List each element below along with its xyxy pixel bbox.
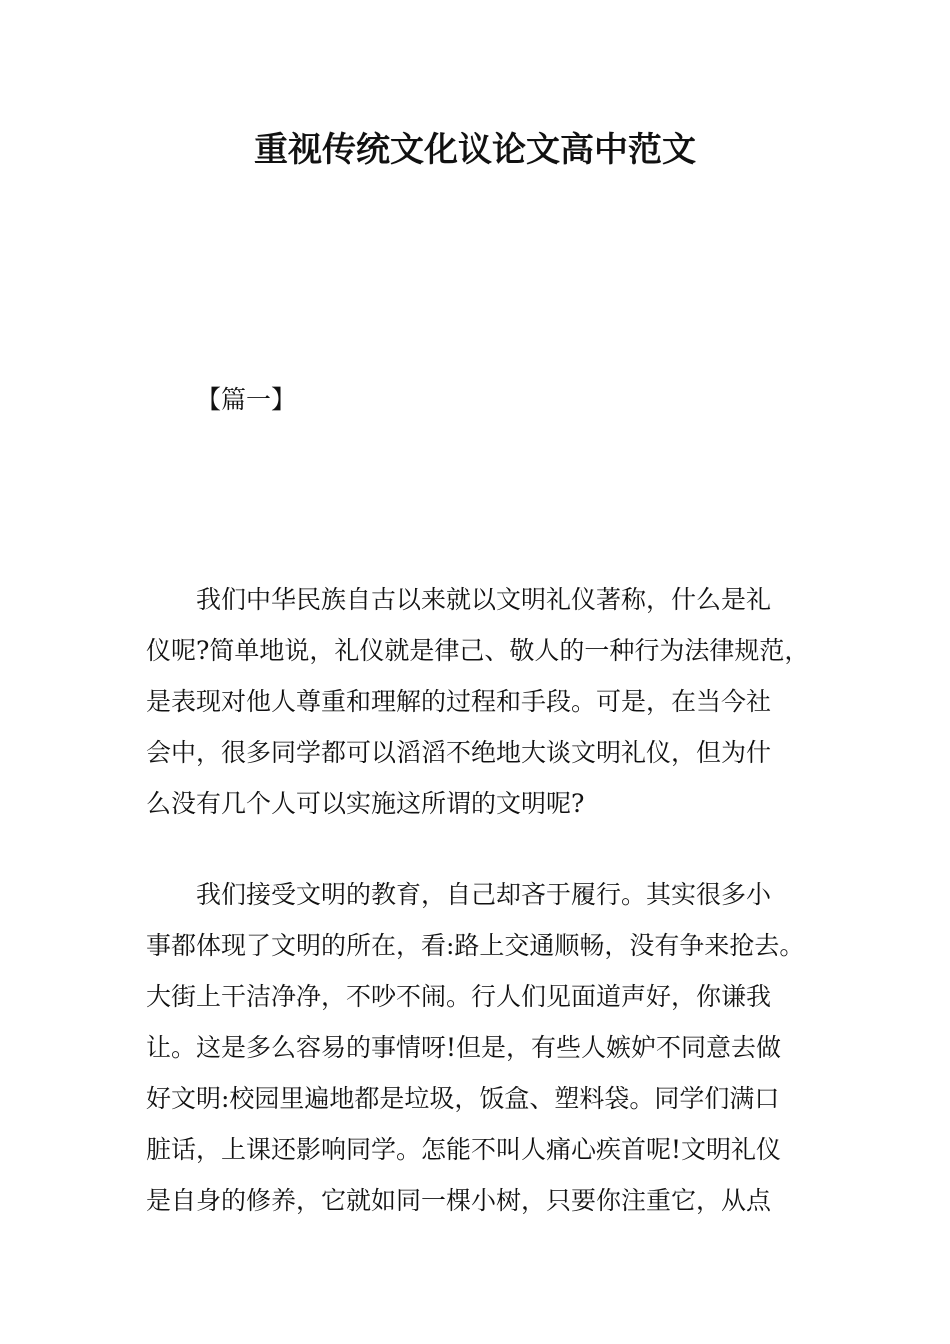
paragraph-line: 我们中华民族自古以来就以文明礼仪著称，什么是礼 [196, 585, 772, 614]
paragraph-2 [146, 869, 826, 1226]
paragraph-line: 脏话，上课还影响同学。怎能不叫人痛心疾首呢!文明礼仪 [146, 1135, 782, 1164]
paragraph-1 [146, 574, 826, 829]
paragraph-line: 是表现对他人尊重和理解的过程和手段。可是，在当今社 [146, 687, 772, 716]
paragraph-line: 仪呢?简单地说，礼仪就是律己、敬人的一种行为法律规范， [146, 636, 810, 665]
document-title: 重视传统文化议论文高中范文 [254, 130, 696, 170]
paragraph-line: 么没有几个人可以实施这所谓的文明呢? [146, 789, 585, 818]
section-label: 【篇一】 [196, 385, 297, 414]
paragraph-line: 会中，很多同学都可以滔滔不绝地大谈文明礼仪，但为什 [146, 738, 772, 767]
paragraph-line: 好文明:校园里遍地都是垃圾，饭盒、塑料袋。同学们满口 [146, 1084, 780, 1113]
paragraph-line: 我们接受文明的教育，自己却吝于履行。其实很多小 [196, 880, 772, 909]
paragraph-line: 是自身的修养，它就如同一棵小树，只要你注重它，从点 [146, 1186, 772, 1215]
paragraph-line: 让。这是多么容易的事情呀!但是，有些人嫉妒不同意去做 [146, 1033, 782, 1062]
paragraph-line: 事都体现了文明的所在，看:路上交通顺畅，没有争来抢去。 [146, 931, 805, 960]
paragraph-line: 大街上干洁净净，不吵不闹。行人们见面道声好，你谦我 [146, 982, 772, 1011]
